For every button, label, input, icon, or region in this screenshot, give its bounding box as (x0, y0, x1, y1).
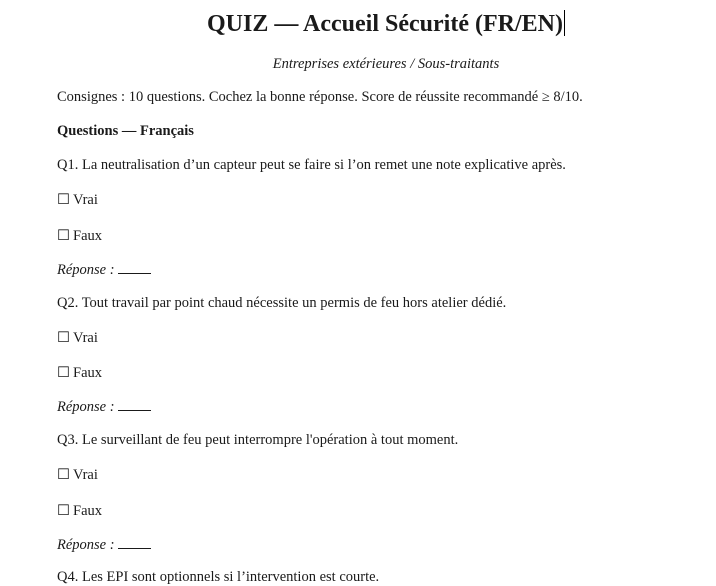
answer-label: Réponse : (57, 262, 115, 278)
question-2-option-faux[interactable] (57, 364, 102, 382)
question-1-option-faux[interactable] (57, 227, 102, 245)
answer-blank[interactable] (118, 536, 151, 549)
answer-blank[interactable] (118, 398, 151, 411)
checkbox-icon[interactable]: ☐ (57, 228, 70, 244)
title-text[interactable]: QUIZ — Accueil Sécurité (FR/EN) (207, 11, 563, 37)
document-title[interactable] (0, 8, 716, 40)
checkbox-icon[interactable]: ☐ (57, 467, 70, 483)
question-1-answer (57, 261, 151, 279)
document-subtitle: Entreprises extérieures / Sous-traitants (272, 56, 500, 72)
option-label: Faux (73, 503, 102, 519)
question-3-option-vrai[interactable] (57, 466, 98, 484)
answer-blank[interactable] (118, 261, 151, 274)
option-label: Vrai (73, 192, 98, 208)
section-title: Questions — Français (57, 123, 194, 139)
question-2-answer (57, 398, 151, 416)
checkbox-icon[interactable]: ☐ (57, 192, 70, 208)
question-4-text: Q4. Les EPI sont optionnels si l’intervention est courte. (57, 569, 380, 585)
option-label: Vrai (73, 467, 98, 483)
question-3-option-faux[interactable] (57, 502, 102, 520)
option-label: Faux (73, 228, 102, 244)
option-label: Vrai (73, 330, 98, 346)
question-3-answer (57, 536, 151, 554)
question-2-option-vrai[interactable] (57, 329, 98, 347)
text-cursor (564, 10, 565, 36)
question-2-text: Q2. Tout travail par point chaud nécessite un permis de feu hors atelier dédié. (57, 295, 507, 311)
answer-label: Réponse : (57, 537, 115, 553)
option-label: Faux (73, 365, 102, 381)
checkbox-icon[interactable]: ☐ (57, 503, 70, 519)
instructions: Consignes : 10 questions. Cochez la bonne réponse. Score de réussite recommandé ≥ 8/10. (57, 89, 583, 105)
checkbox-icon[interactable]: ☐ (57, 365, 70, 381)
checkbox-icon[interactable]: ☐ (57, 330, 70, 346)
answer-label: Réponse : (57, 399, 115, 415)
question-1-option-vrai[interactable] (57, 191, 98, 209)
question-3-text: Q3. Le surveillant de feu peut interrompre l'opération à tout moment. (57, 432, 459, 448)
question-1-text: Q1. La neutralisation d’un capteur peut se faire si l’on remet une note explicative après. (57, 157, 566, 173)
